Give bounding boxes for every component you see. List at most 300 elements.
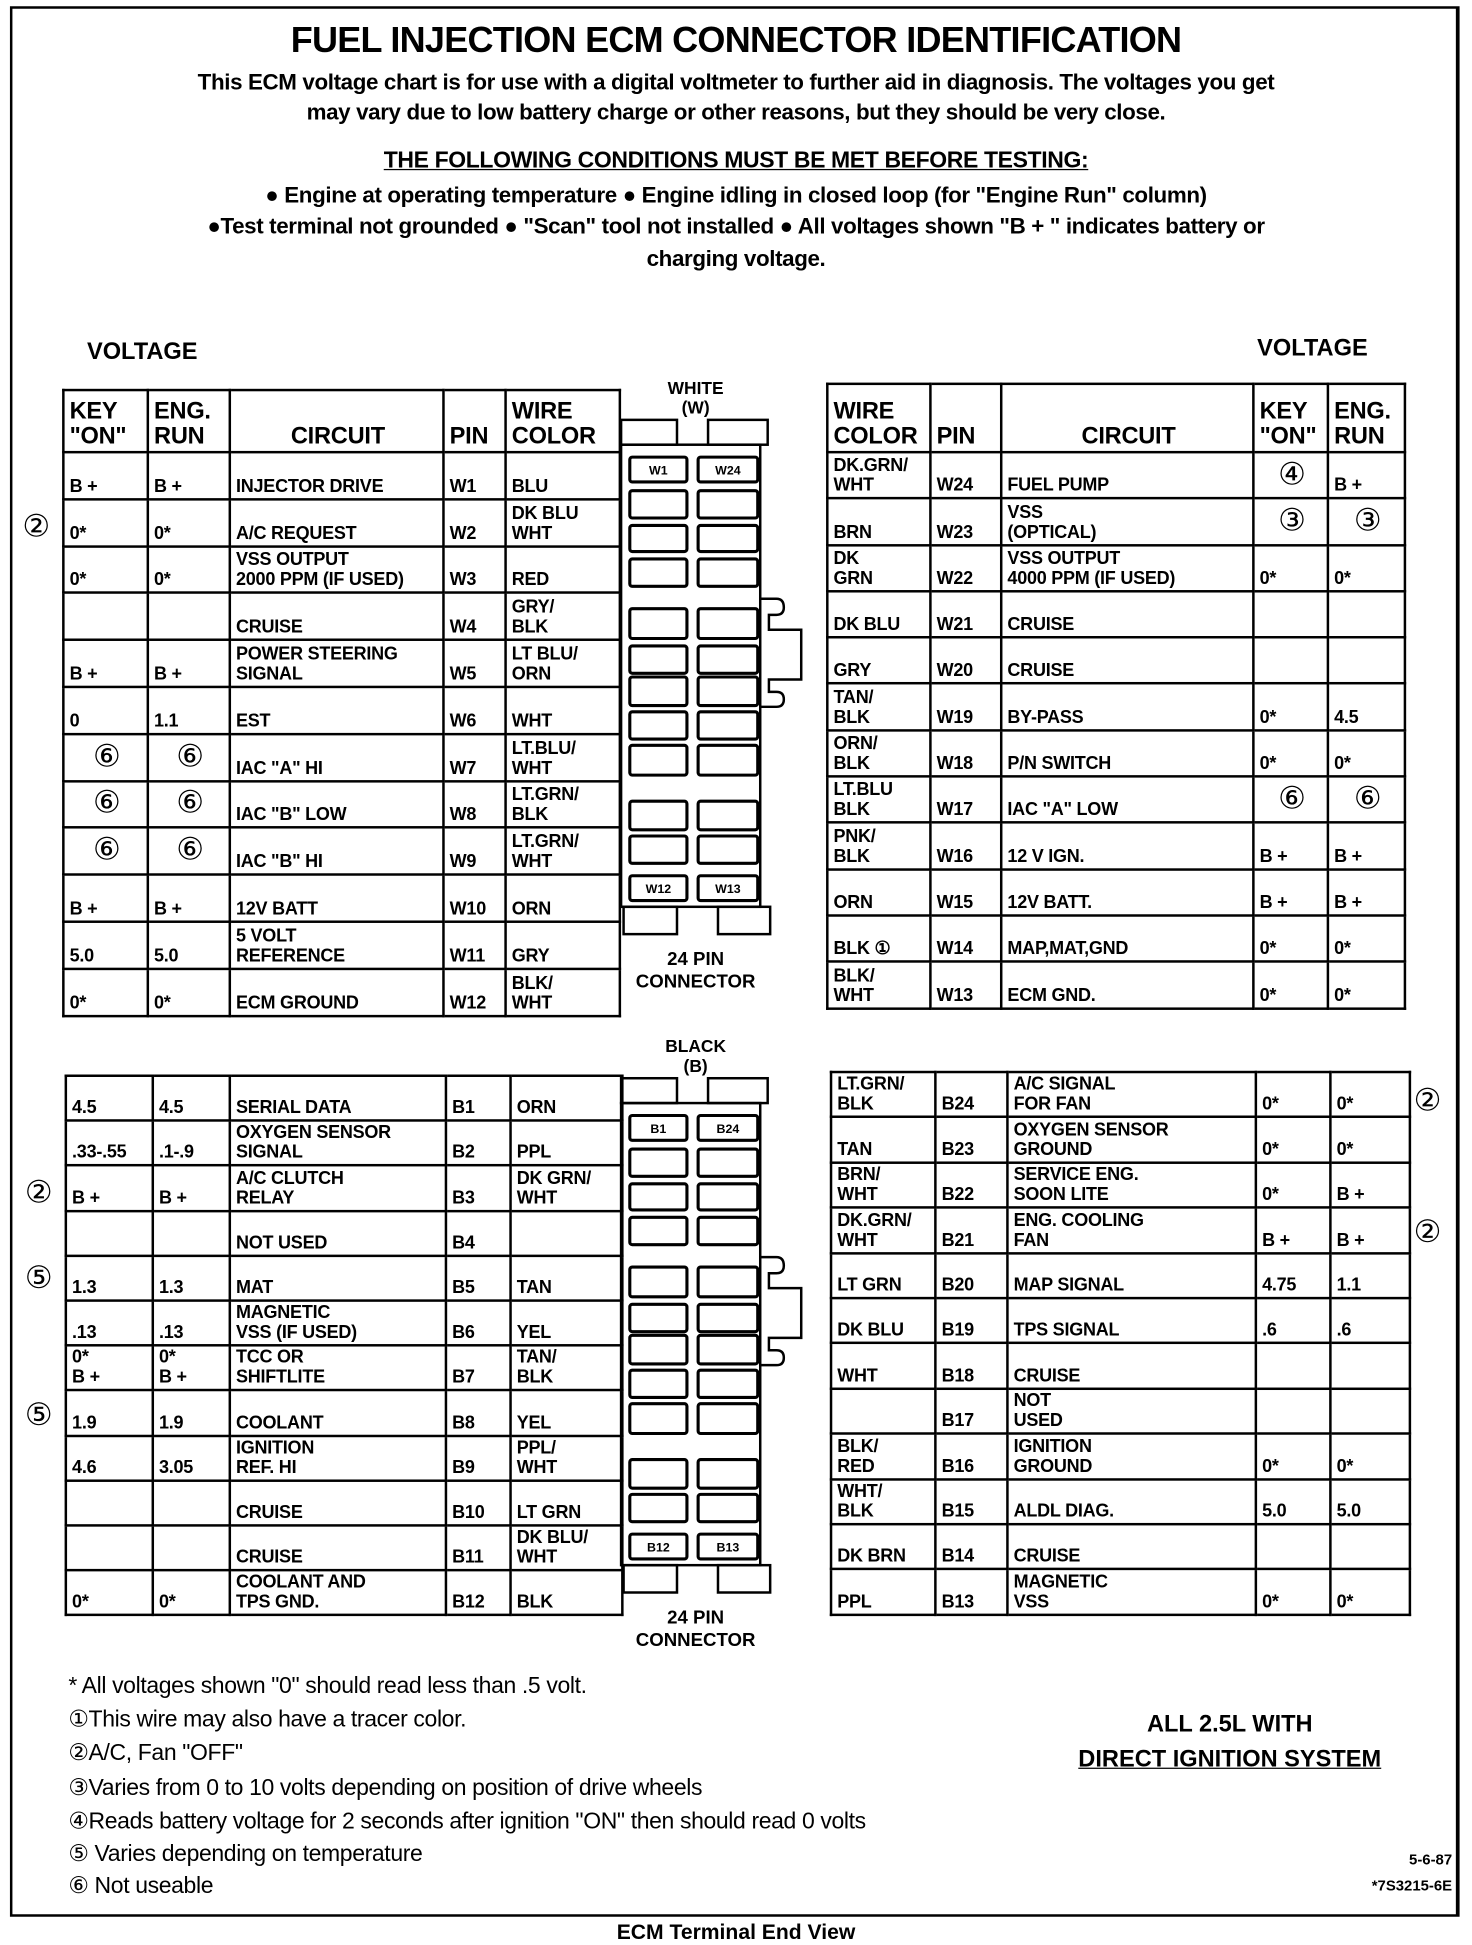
pin-cavity — [698, 745, 758, 775]
white-connector-left-table — [62, 389, 621, 1017]
connector-color-label: BLACK — [665, 1036, 727, 1057]
cell-eng-run — [1328, 452, 1405, 498]
cell-circuit — [1001, 962, 1253, 1008]
cell-text: IAC "B" HI — [236, 852, 323, 873]
cell-text: VSS OUTPUT 4000 PPM (IF USED) — [1007, 548, 1176, 589]
pin-label: B24 — [716, 1121, 740, 1136]
cell-wire-color — [831, 1117, 935, 1162]
pin-cavity — [630, 1494, 687, 1521]
cell-text: W3 — [449, 570, 477, 591]
cell-text: B11 — [452, 1547, 484, 1568]
pin-cavity — [698, 559, 758, 586]
cell-text: 0* — [1259, 939, 1277, 960]
pin-cavity — [698, 609, 758, 639]
pin-cavity — [698, 1304, 758, 1331]
connector-tab — [708, 1078, 768, 1103]
cell-wire-color — [511, 1525, 623, 1570]
cell-eng-run — [153, 1301, 230, 1346]
cell-text: W9 — [449, 852, 477, 873]
cell-pin — [446, 1076, 511, 1121]
cell-pin — [443, 640, 505, 687]
cell-text: MAGNETIC VSS (IF USED) — [236, 1303, 357, 1343]
pin-cavity — [698, 1370, 758, 1397]
table-row — [66, 1480, 623, 1525]
cell-text: VSS (OPTICAL) — [1007, 502, 1097, 543]
cell-eng-run — [153, 1345, 230, 1390]
cell-text: B5 — [452, 1278, 475, 1299]
cell-wire-color — [511, 1211, 623, 1256]
cell-text: 1.3 — [72, 1278, 97, 1299]
cell-text: 5.0 — [1336, 1501, 1361, 1522]
pin-cavity — [630, 1217, 687, 1244]
cell-pin — [935, 1479, 1007, 1524]
cell-eng-run — [1328, 684, 1405, 730]
connector-tab — [718, 1565, 770, 1592]
table-row — [66, 1435, 623, 1480]
table-row — [827, 591, 1405, 637]
cell-circuit — [230, 922, 444, 969]
cell-text: 0* — [1334, 568, 1351, 589]
cell-text: GRY — [833, 661, 872, 682]
table-row — [831, 1117, 1410, 1162]
cell-text: B22 — [941, 1185, 974, 1206]
cell-text: 0* — [1262, 1094, 1279, 1115]
cell-pin — [446, 1525, 511, 1570]
connector-tab — [624, 907, 677, 934]
cell-text: YEL — [516, 1413, 552, 1433]
cell-key-on — [63, 828, 147, 875]
cell-key-on — [66, 1570, 153, 1615]
cell-text: W1 — [449, 476, 477, 497]
cell-circuit — [230, 452, 444, 499]
cell-text: CRUISE — [1007, 661, 1074, 682]
system-label-line-2: DIRECT IGNITION SYSTEM — [1078, 1746, 1382, 1773]
pin-cavity — [630, 525, 687, 551]
cell-key-on — [63, 875, 147, 922]
cell-pin — [443, 452, 505, 499]
cell-wire-color — [831, 1343, 935, 1388]
note-marker-b3 — [25, 1175, 53, 1211]
cell-eng-run — [148, 640, 230, 687]
cell-pin — [930, 823, 1001, 869]
cell-text: W2 — [449, 523, 477, 544]
pin-label: W1 — [649, 463, 668, 478]
table-row — [827, 684, 1405, 730]
cell-eng-run — [153, 1166, 230, 1211]
cell-key-on — [1256, 1388, 1331, 1433]
cell-text: CRUISE — [236, 1547, 303, 1568]
cell-text: TAN — [837, 1140, 873, 1160]
table-row — [827, 869, 1405, 915]
cell-text: B + — [1336, 1185, 1365, 1206]
cell-text: B + — [1334, 476, 1362, 497]
white-connector-right-table — [826, 383, 1406, 1010]
cell-pin — [446, 1390, 511, 1435]
cell-pin — [443, 499, 505, 546]
cell-key-on — [66, 1166, 153, 1211]
cell-text: ORN — [511, 899, 552, 920]
circled-note-5: ⑤ — [24, 1260, 53, 1296]
cell-text: BLK/ WHT — [511, 973, 553, 1014]
header-row — [63, 390, 620, 452]
pin-cavity — [630, 1404, 687, 1434]
cell-text: 0* B + — [159, 1348, 187, 1388]
cell-text: 4.5 — [1334, 707, 1359, 728]
column-header-key-on: KEY "ON" — [1253, 384, 1328, 452]
cell-text: IAC "A" HI — [236, 758, 323, 779]
cell-text: YEL — [516, 1323, 552, 1343]
cell-text: 1.3 — [159, 1278, 184, 1299]
table-row — [63, 499, 620, 546]
table-row — [831, 1162, 1410, 1207]
column-header-pin: PIN — [443, 390, 505, 452]
cell-text: B19 — [941, 1320, 974, 1341]
cell-key-on — [1253, 452, 1328, 498]
column-header-circuit: CIRCUIT — [1001, 384, 1253, 452]
cell-text: 4.75 — [1262, 1275, 1297, 1296]
cell-text: WHT — [837, 1366, 878, 1386]
cell-wire-color — [506, 781, 620, 828]
circled-note: ⑥ — [176, 785, 204, 821]
cell-circuit — [1007, 1388, 1255, 1433]
cell-eng-run — [1328, 591, 1405, 637]
cell-eng-run — [148, 922, 230, 969]
system-label-line-1: ALL 2.5L WITH — [1146, 1711, 1313, 1738]
cell-text: 0* — [1334, 939, 1351, 960]
pin-cavity — [630, 609, 687, 639]
cell-eng-run — [153, 1390, 230, 1435]
cell-wire-color — [831, 1208, 935, 1253]
circled-note: ⑥ — [176, 832, 204, 868]
cell-key-on — [1253, 915, 1328, 961]
cell-key-on — [63, 499, 147, 546]
cell-key-on — [66, 1435, 153, 1480]
circled-note: ⑥ — [93, 832, 121, 868]
cell-wire-color — [511, 1435, 623, 1480]
circled-note-2: ② — [24, 1175, 53, 1210]
cell-text: LT.GRN/ BLK — [511, 785, 579, 826]
cell-circuit — [230, 828, 444, 875]
connector-locking-key — [760, 599, 801, 707]
cell-text: W8 — [449, 805, 477, 826]
cell-wire-color — [827, 452, 930, 498]
pin-cavity — [630, 1460, 687, 1489]
cell-text: COOLANT — [236, 1413, 324, 1433]
cell-wire-color — [511, 1570, 623, 1615]
cell-key-on — [66, 1480, 153, 1525]
cell-circuit — [1001, 823, 1253, 869]
column-header-wire-color: WIRE COLOR — [506, 390, 620, 452]
cell-pin — [930, 730, 1001, 776]
cell-key-on — [1256, 1434, 1331, 1479]
cell-key-on — [1253, 637, 1328, 683]
connector-tab — [621, 420, 677, 445]
circled-note: ③ — [1353, 503, 1382, 538]
cell-text: LT.BLU BLK — [833, 780, 893, 821]
cell-text: W21 — [936, 615, 973, 635]
cell-text: B17 — [941, 1411, 974, 1432]
cell-text: TCC OR SHIFTLITE — [236, 1348, 325, 1388]
cell-text: ALDL DIAG. — [1013, 1501, 1114, 1522]
cell-text: B9 — [452, 1457, 475, 1478]
cell-wire-color — [827, 776, 930, 822]
cell-key-on — [63, 593, 147, 640]
cell-text: .6 — [1336, 1320, 1352, 1341]
cell-text: LT.GRN/ BLK — [837, 1074, 905, 1115]
cell-text: 1.1 — [154, 711, 179, 732]
cell-text: GRY/ BLK — [511, 597, 555, 638]
cell-text: DK BRN — [837, 1546, 906, 1567]
cell-eng-run — [148, 687, 230, 734]
cell-text: B + — [72, 1188, 100, 1209]
cell-text: 12 V IGN. — [1007, 846, 1085, 867]
cell-key-on — [63, 452, 147, 499]
cell-wire-color — [506, 593, 620, 640]
cell-text: 12V BATT — [236, 899, 318, 920]
cell-pin — [935, 1117, 1007, 1162]
cell-text: BRN — [833, 522, 872, 543]
cell-text: 0* — [1334, 985, 1351, 1006]
connector-tab — [621, 1078, 677, 1103]
cell-pin — [443, 734, 505, 781]
cell-text: W22 — [936, 568, 973, 589]
cell-text: MAP SIGNAL — [1013, 1275, 1124, 1296]
cell-eng-run — [153, 1435, 230, 1480]
cell-eng-run — [153, 1211, 230, 1256]
cell-key-on — [66, 1076, 153, 1121]
cell-pin — [930, 684, 1001, 730]
cell-text: 0* — [72, 1592, 89, 1613]
pin-cavity — [630, 1184, 687, 1210]
cell-pin — [935, 1524, 1007, 1569]
intro-line-2: may vary due to low battery charge or other reasons, but they should be very close. — [306, 99, 1166, 125]
connector-pin-count: 24 PIN — [667, 948, 725, 970]
connector-code-label: (B) — [683, 1056, 708, 1077]
cell-text: TAN — [516, 1278, 552, 1299]
cell-text: ORN — [833, 893, 873, 913]
cell-text: CRUISE — [1013, 1546, 1081, 1567]
cell-wire-color — [827, 591, 930, 637]
table-row — [66, 1076, 623, 1121]
circled-note: ③ — [1278, 503, 1306, 538]
pin-label: B13 — [716, 1540, 740, 1555]
cell-text: MAGNETIC VSS — [1013, 1572, 1108, 1612]
table-row — [66, 1301, 623, 1346]
cell-text: BY-PASS — [1007, 707, 1084, 728]
cell-eng-run — [148, 734, 230, 781]
cell-text: W23 — [936, 522, 973, 543]
connector-type-label: CONNECTOR — [635, 970, 756, 992]
cell-pin — [935, 1388, 1007, 1433]
black-connector-right-table — [830, 1071, 1411, 1616]
circled-note: ⑥ — [176, 738, 204, 774]
cell-text: LT.BLU/ WHT — [511, 738, 576, 779]
cell-key-on — [63, 546, 147, 593]
cell-text: INJECTOR DRIVE — [236, 476, 384, 497]
cell-circuit — [1001, 776, 1253, 822]
pin-cavity — [630, 491, 687, 518]
cell-wire-color — [827, 498, 930, 544]
cell-circuit — [230, 1480, 446, 1525]
cell-circuit — [1007, 1569, 1255, 1614]
connector-tab — [718, 907, 770, 934]
table-row — [831, 1524, 1410, 1569]
cell-text: MAP,MAT,GND — [1007, 939, 1129, 960]
cell-text: A/C CLUTCH RELAY — [236, 1168, 344, 1209]
cell-text: 5.0 — [69, 946, 94, 967]
cell-text: SERIAL DATA — [236, 1098, 352, 1119]
cell-wire-color — [511, 1121, 623, 1166]
pin-cavity — [698, 1267, 758, 1297]
cell-text: B + — [1334, 893, 1362, 913]
cell-key-on — [63, 687, 147, 734]
table-row — [66, 1570, 623, 1615]
circled-note-5: ⑤ — [24, 1397, 53, 1433]
cell-text: 0 — [69, 711, 80, 732]
table-row — [831, 1208, 1410, 1253]
page-title: FUEL INJECTION ECM CONNECTOR IDENTIFICATION — [290, 21, 1182, 61]
cell-text: W12 — [449, 993, 486, 1014]
cell-wire-color — [506, 734, 620, 781]
cell-text: B + — [69, 476, 98, 497]
cell-wire-color — [827, 637, 930, 683]
connector-locking-key — [760, 1257, 801, 1365]
cell-circuit — [230, 875, 444, 922]
cell-text: 1.1 — [1336, 1275, 1361, 1296]
cell-wire-color — [511, 1480, 623, 1525]
circled-note: ⑥ — [93, 785, 121, 821]
cell-text: ENG. COOLING FAN — [1013, 1210, 1144, 1251]
cell-wire-color — [827, 823, 930, 869]
cell-circuit — [1007, 1072, 1255, 1117]
cell-eng-run — [153, 1570, 230, 1615]
cell-pin — [446, 1301, 511, 1346]
cell-text: CRUISE — [236, 617, 303, 638]
cell-text: B + — [1259, 846, 1288, 867]
cell-circuit — [1001, 915, 1253, 961]
cell-eng-run — [1328, 637, 1405, 683]
cell-text: B15 — [941, 1501, 974, 1522]
black-connector-left-table — [65, 1075, 624, 1617]
cell-wire-color — [831, 1569, 935, 1614]
cell-text: BLK/ WHT — [833, 965, 875, 1006]
note-marker-w2 — [22, 509, 50, 545]
cell-text: B16 — [941, 1456, 974, 1477]
cell-text: 0* — [1259, 985, 1277, 1006]
cell-text: PPL — [516, 1143, 552, 1164]
cell-eng-run — [1328, 545, 1405, 591]
cell-pin — [446, 1211, 511, 1256]
cell-key-on — [63, 922, 147, 969]
cell-eng-run — [1330, 1524, 1410, 1569]
cell-eng-run — [1330, 1343, 1410, 1388]
table-row — [831, 1072, 1410, 1117]
cell-wire-color — [506, 499, 620, 546]
cell-key-on — [63, 969, 147, 1016]
black-connector-diagram — [615, 1025, 832, 1659]
cell-text: B + — [154, 664, 182, 685]
cell-text: B + — [159, 1188, 187, 1209]
column-header-eng-run: ENG. RUN — [148, 390, 230, 452]
cell-text: B20 — [941, 1275, 974, 1296]
table-row — [831, 1569, 1410, 1614]
cell-text: .33-.55 — [72, 1143, 127, 1164]
cell-text: B14 — [941, 1546, 974, 1567]
cell-key-on — [1256, 1298, 1331, 1343]
cell-pin — [935, 1253, 1007, 1298]
cell-pin — [935, 1072, 1007, 1117]
cell-text: 12V BATT. — [1007, 893, 1092, 913]
cell-circuit — [1001, 498, 1253, 544]
cell-text: 0* — [1336, 1094, 1354, 1115]
cell-text: FUEL PUMP — [1007, 476, 1109, 497]
condition-line-1: ● Engine at operating temperature ● Engine idling in closed loop (for "Engine Run" column) — [265, 182, 1207, 208]
cell-key-on — [1253, 545, 1328, 591]
cell-text: TAN/ BLK — [833, 687, 874, 728]
cell-eng-run — [148, 546, 230, 593]
cell-circuit — [1007, 1117, 1255, 1162]
table-row — [66, 1211, 623, 1256]
table-row — [63, 828, 620, 875]
cell-eng-run — [148, 499, 230, 546]
footnote-6: ⑥ Not useable — [68, 1871, 214, 1899]
cell-pin — [935, 1569, 1007, 1614]
cell-text: 0* — [69, 570, 87, 591]
cell-wire-color — [831, 1479, 935, 1524]
cell-text: LT.GRN/ WHT — [511, 832, 579, 873]
cell-wire-color — [831, 1434, 935, 1479]
cell-circuit — [1001, 869, 1253, 915]
cell-pin — [935, 1162, 1007, 1207]
column-header-circuit: CIRCUIT — [230, 390, 444, 452]
cell-circuit — [230, 1525, 446, 1570]
cell-text: DK.GRN/ WHT — [837, 1210, 912, 1251]
figure-caption: ECM Terminal End View — [616, 1920, 856, 1945]
cell-text: W19 — [936, 707, 973, 728]
cell-wire-color — [506, 828, 620, 875]
cell-text: .13 — [72, 1323, 97, 1343]
table-row — [66, 1390, 623, 1435]
cell-text: W17 — [936, 800, 973, 821]
header-row — [827, 384, 1405, 452]
footnote-3: ③Varies from 0 to 10 volts depending on position of drive wheels — [68, 1773, 703, 1800]
pin-cavity — [698, 1184, 758, 1210]
cell-eng-run — [153, 1525, 230, 1570]
cell-text: 0* — [1259, 754, 1277, 774]
table-row — [831, 1479, 1410, 1524]
cell-pin — [930, 869, 1001, 915]
cell-key-on — [1256, 1162, 1331, 1207]
footnote-5: ⑤ Varies depending on temperature — [68, 1839, 423, 1866]
table-row — [66, 1525, 623, 1570]
cell-eng-run — [1328, 962, 1405, 1008]
pin-cavity — [698, 1149, 758, 1176]
table-row — [66, 1121, 623, 1166]
cell-circuit — [230, 969, 444, 1016]
cell-text: A/C REQUEST — [236, 523, 357, 544]
pin-cavity — [630, 1304, 687, 1331]
cell-text: BLK/ RED — [837, 1436, 879, 1477]
cell-eng-run — [148, 875, 230, 922]
cell-pin — [446, 1166, 511, 1211]
cell-pin — [930, 962, 1001, 1008]
cell-text: BLK ① — [833, 939, 891, 960]
cell-eng-run — [1328, 730, 1405, 776]
cell-circuit — [230, 1166, 446, 1211]
table-row — [827, 452, 1405, 498]
cell-text: B8 — [452, 1413, 475, 1433]
table-row — [827, 545, 1405, 591]
